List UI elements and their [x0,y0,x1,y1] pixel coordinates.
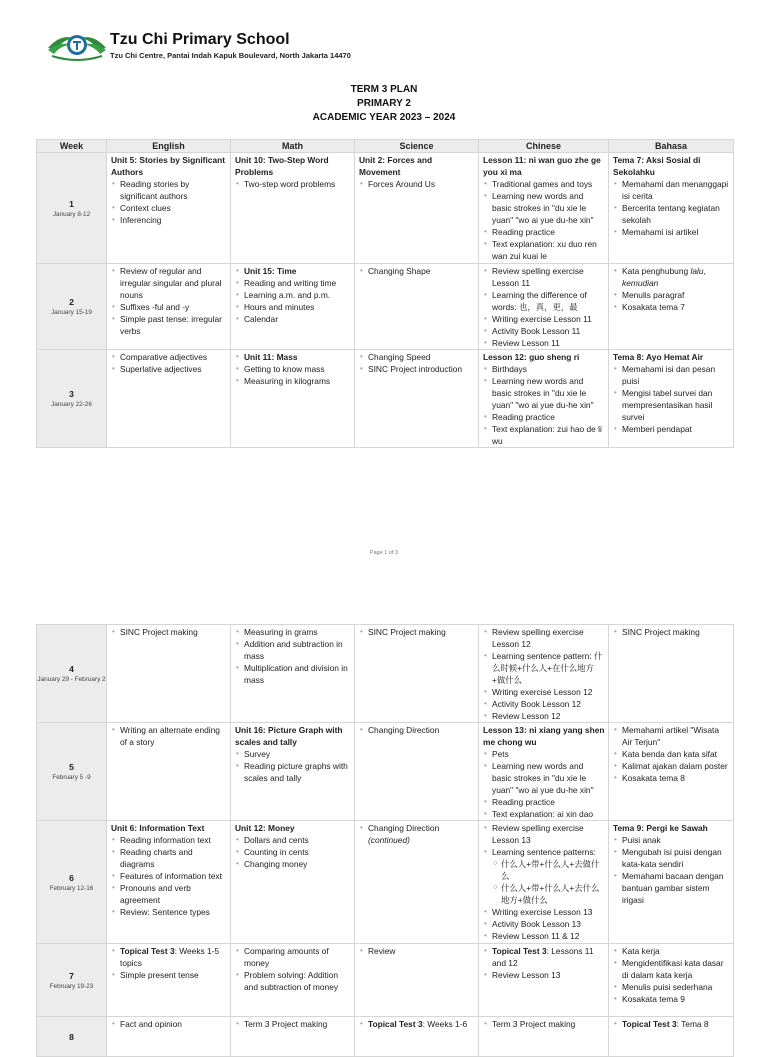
cell-science [355,350,479,448]
table-row [37,264,734,350]
list-item: • Review: Sentence types [111,906,227,918]
week-cell [37,821,107,944]
week-cell [37,723,107,821]
list-item: • Review spelling exercise Lesson 13 [483,822,605,846]
test-scope: : Lessons 11 and 12 [492,946,594,968]
cell-science [355,1017,479,1057]
topic-list [359,822,475,834]
test-label: Topical Test 3 [492,946,547,956]
test-scope: : Weeks 1-5 topics [120,946,220,968]
cell-math [231,944,355,1017]
list-item: • Simple present tense [111,969,227,981]
cell-note: (continued) [368,835,410,845]
test-label: Topical Test 3 [120,946,175,956]
cell-math [231,264,355,350]
topic-list [483,265,605,349]
list-item: • Review of regular and irregular singular and plural nouns [111,265,227,301]
cell-math [231,821,355,944]
list-item: • Review Lesson 12 [483,710,605,722]
topic-list [235,834,351,870]
sub-list [492,858,605,906]
topic-list [613,626,730,638]
list-item: • Reading charts and diagrams [111,846,227,870]
cell-bahasa [609,1017,734,1057]
week-date: January 8-12 [52,210,91,218]
list-item: • Pronouns and verb agreement [111,882,227,906]
week-number: 5 [69,762,74,772]
table-row [37,625,734,723]
test-scope: : Tema 8 [676,1019,709,1029]
list-item: • Learning new words and basic strokes in "du xie le yuan" "wo ai yue du-he xin" [483,760,605,796]
table-row [37,821,734,944]
list-item: • Learning new words and basic strokes in "du xie le yuan" "wo ai yue du-he xin" [483,190,605,226]
week-cell [37,264,107,350]
list-item: • Getting to know mass [235,363,351,375]
topic-list [613,834,730,906]
unit-title: Tema 9: Pergi ke Sawah [613,823,708,833]
week-cell [37,350,107,448]
topic-list [613,363,730,435]
topic-list [235,265,351,325]
topic-list [359,945,475,957]
topic-list [111,351,227,375]
topic-list [483,363,605,447]
topic-list [235,1018,351,1030]
topic-list [613,265,730,313]
cell-english [107,625,231,723]
list-item: • Kosakata tema 7 [613,301,730,313]
list-item: • Menulis paragraf [613,289,730,301]
list-item: • Writing exercise Lesson 13 [483,906,605,918]
list-item: • Menulis puisi sederhana [613,981,730,993]
list-item: • Mengidentifikasi kata dasar di dalam kata kerja [613,957,730,981]
list-item: • Dollars and cents [235,834,351,846]
week-date: February 12-16 [49,884,94,892]
unit-title: Lesson 12: guo sheng ri [483,352,580,362]
week-date: February 19-23 [49,982,94,990]
list-item: • Kosakata tema 9 [613,993,730,1005]
week-number: 6 [69,872,74,883]
list-item: • Review spelling exercise Lesson 12 [483,626,605,650]
list-item: • Kata penghubung lalu, kemudian [613,265,730,289]
week-number: 1 [69,198,74,209]
list-item: • Review Lesson 11 [483,337,605,349]
table-row [37,153,734,264]
list-item: • Memahami artikel "Wisata Air Terjun" [613,724,730,748]
cell-bahasa [609,944,734,1017]
list-item [359,1018,475,1030]
list-item [235,265,351,277]
list-item: • Writing exercise Lesson 11 [483,313,605,325]
cell-chinese [479,153,609,264]
list-item: • Memahami bacaan dengan bantuan gambar sistem irigasi [613,870,730,906]
topic-list [235,748,351,784]
header [46,26,546,66]
cell-science [355,723,479,821]
list-item: • Learning new words and basic strokes in "du xie le yuan" "wo ai yue du-he xin" [483,375,605,411]
list-item: • Pets [483,748,605,760]
week-date: January 22-26 [51,401,92,408]
table-row [37,350,734,448]
list-item: • Inferencing [111,214,227,226]
topic-list [359,178,475,190]
doc-title-year: ACADEMIC YEAR 2023 – 2024 [312,112,456,123]
week-cell [37,1017,107,1057]
unit-title: Tema 7: Aksi Sosial di Sekolahku [613,155,701,177]
list-item: • Kosakata tema 8 [613,772,730,784]
list-item: • Learning sentence patterns: ○ 什么人+带+什么人+去做什么 ○ 什么人+带+什么人+去什么地方+做什么 [483,846,605,906]
cell-math [231,625,355,723]
list-item: • Changing Speed [359,351,475,363]
list-item: • Writing an alternate ending of a story [111,724,227,748]
unit-title: Unit 16: Picture Graph with scales and tally [235,725,343,747]
topic-list [235,351,351,387]
list-item: • Memahami isi artikel [613,226,730,238]
list-item: • SINC Project making [359,626,475,638]
topic-list [235,945,351,993]
list-item: • Suffixes -ful and -y [111,301,227,313]
cell-science [355,944,479,1017]
plan-table-page1 [36,139,734,448]
list-item: • Simple past tense: irregular verbs [111,313,227,337]
list-item: • Fact and opinion [111,1018,227,1030]
topic-list [483,178,605,262]
week-cell [37,944,107,1017]
cell-chinese [479,821,609,944]
list-item [613,1018,730,1030]
doc-title-grade: PRIMARY 2 [357,98,411,109]
week-number: 3 [69,389,74,399]
list-item: • Bercerita tentang kegiatan sekolah [613,202,730,226]
unit-title: Unit 6: Information Text [111,823,205,833]
cell-bahasa [609,264,734,350]
table-row [37,944,734,1017]
column-header-science: Science [355,140,479,153]
cell-chinese [479,350,609,448]
list-item: • Reading practice [483,226,605,238]
cell-english [107,350,231,448]
list-item: • Survey [235,748,351,760]
test-label: Topical Test 3 [622,1019,677,1029]
list-item: • Reading stories by significant authors [111,178,227,202]
topic-list [111,265,227,337]
list-item: • Mengisi tabel survei dan mempresentasikan hasil survei [613,387,730,423]
list-item: • Memahami isi dan pesan puisi [613,363,730,387]
list-item: • Changing money [235,858,351,870]
list-item: • Mengubah isi puisi dengan kata-kata sendiri [613,846,730,870]
topic-list [613,945,730,1005]
list-item: • Changing Direction [359,724,475,736]
cell-chinese [479,723,609,821]
list-item: • Changing Shape [359,265,475,277]
list-item: • Review spelling exercise Lesson 11 [483,265,605,289]
list-item: • Activity Book Lesson 12 [483,698,605,710]
unit-title: Unit 12: Money [235,823,295,833]
list-item: • Kata benda dan kata sifat [613,748,730,760]
week-number: 2 [69,297,74,307]
list-item: • Term 3 Project making [235,1018,351,1030]
list-item: • Counting in cents [235,846,351,858]
list-item: • Measuring in kilograms [235,375,351,387]
week-cell [37,153,107,264]
list-item: • Changing Direction [359,822,475,834]
topic-list [483,626,605,722]
cell-english [107,944,231,1017]
list-item: • Kalimat ajakan dalam poster [613,760,730,772]
list-item: • Kata kerja [613,945,730,957]
topic-list [359,265,475,277]
list-item: • Measuring in grams [235,626,351,638]
list-item: • Reading practice [483,411,605,423]
week-number: 8 [69,1031,74,1042]
week-cell [37,625,107,723]
list-item: • Review [359,945,475,957]
list-item: • Learning sentence pattern: 什么时候+什么人+在什么地方+做什么 [483,650,605,686]
unit-title: Lesson 13: ni xiang yang shen me chong wu [483,725,605,747]
cell-math [231,350,355,448]
list-item [235,351,351,363]
school-address: Tzu Chi Centre, Pantai Indah Kapuk Boulevard, North Jakarta 14470 [110,51,351,60]
table-row [37,1017,734,1057]
topic-list [235,626,351,686]
column-header-chinese: Chinese [479,140,609,153]
cell-science [355,264,479,350]
cell-english [107,1017,231,1057]
topic-list [111,724,227,748]
cell-chinese [479,944,609,1017]
column-header-english: English [107,140,231,153]
cell-chinese [479,264,609,350]
cell-math [231,153,355,264]
topic-list [359,626,475,638]
cell-science [355,153,479,264]
topic-list [111,834,227,918]
cell-science [355,821,479,944]
list-item: • Addition and subtraction in mass [235,638,351,662]
unit-title: Unit 5: Stories by Significant Authors [111,155,226,177]
list-item: • Review Lesson 13 [483,969,605,981]
topic-list [111,945,227,981]
topic-list [359,351,475,375]
unit-title: Unit 10: Two-Step Word Problems [235,155,329,177]
list-item: • Reading practice [483,796,605,808]
list-item: • Learning a.m. and p.m. [235,289,351,301]
list-item: • SINC Project introduction [359,363,475,375]
topic-list [483,822,605,942]
test-label: Topical Test 3 [368,1019,423,1029]
list-item: • Writing exercise Lesson 12 [483,686,605,698]
week-number: 7 [69,970,74,981]
unit-title: Unit 11: Mass [244,352,298,362]
list-item: • SINC Project making [111,626,227,638]
topic-list [483,748,605,820]
topic-list [111,1018,227,1030]
topic-list [359,724,475,736]
list-item: • Memahami dan menanggapi isi cerita [613,178,730,202]
cell-chinese [479,625,609,723]
cell-math [231,723,355,821]
list-item: • Text explanation: zui hao de li wu [483,423,605,447]
list-item: • Traditional games and toys [483,178,605,190]
cell-english [107,723,231,821]
list-item: • Two-step word problems [235,178,351,190]
unit-title: Unit 2: Forces and Movement [359,155,433,177]
table-header-row [37,140,734,153]
table-row [37,723,734,821]
list-item [483,945,605,969]
list-item: • Forces Around Us [359,178,475,190]
list-item: • Puisi anak [613,834,730,846]
list-item: • Reading information text [111,834,227,846]
list-item: • Hours and minutes [235,301,351,313]
week-date: January 15-19 [51,309,92,316]
topic-list [235,178,351,190]
sub-list-item: ○ 什么人+带+什么人+去什么地方+做什么 [492,882,605,906]
doc-title-term: TERM 3 PLAN [350,84,418,95]
school-name: Tzu Chi Primary School [110,31,290,48]
cell-english [107,153,231,264]
list-item: • Calendar [235,313,351,325]
cell-math [231,1017,355,1057]
plan-table-page2 [36,624,734,1057]
unit-title: Unit 15: Time [244,266,297,276]
cell-bahasa [609,821,734,944]
list-item: • Context clues [111,202,227,214]
cell-bahasa [609,350,734,448]
cell-english [107,821,231,944]
list-item [111,945,227,969]
topic-list [483,945,605,981]
list-item: • Problem solving: Addition and subtraction of money [235,969,351,993]
test-scope: : Weeks 1-6 [422,1019,468,1029]
list-item: • Comparative adjectives [111,351,227,363]
page-number: Page 1 of 3 [369,550,399,556]
column-header-math: Math [231,140,355,153]
list-item: • Comparing amounts of money [235,945,351,969]
list-item: • Review Lesson 11 & 12 [483,930,605,942]
week-number: 4 [69,664,74,674]
unit-title: Lesson 11: ni wan guo zhe ge you xi ma [483,155,601,177]
column-header-bahasa: Bahasa [609,140,734,153]
list-item: • Term 3 Project making [483,1018,605,1030]
topic-list [613,1018,730,1030]
list-item: • Superlative adjectives [111,363,227,375]
list-item: • Birthdays [483,363,605,375]
list-item: • Reading picture graphs with scales and tally [235,760,351,784]
unit-title: Tema 8: Ayo Hemat Air [613,352,704,362]
list-item: • SINC Project making [613,626,730,638]
topic-list [613,724,730,784]
cell-english [107,264,231,350]
list-item: • Activity Book Lesson 13 [483,918,605,930]
cell-bahasa [609,625,734,723]
list-item: • Text explanation: xu duo ren wan zui kuai le [483,238,605,262]
week-date: January 29 - February 2 [37,676,106,683]
column-header-week: Week [37,140,107,153]
topic-list [613,178,730,238]
cell-bahasa [609,723,734,821]
list-item: • Text explanation: ai xin dao [483,808,605,820]
list-item: • Reading and writing time [235,277,351,289]
list-item: • Learning the difference of words: 也，真，更，最 [483,289,605,313]
week-date: February 5 -9 [52,774,91,781]
topic-list [483,1018,605,1030]
topic-list [111,626,227,638]
cell-bahasa [609,153,734,264]
topic-list [359,1018,475,1030]
list-item: • Features of information text [111,870,227,882]
list-item: • Memberi pendapat [613,423,730,435]
sub-list-item: ○ 什么人+带+什么人+去做什么 [492,858,605,882]
list-item: • Activity Book Lesson 11 [483,325,605,337]
cell-science [355,625,479,723]
list-item: • Multiplication and division in mass [235,662,351,686]
cell-chinese [479,1017,609,1057]
school-logo-icon [46,28,108,62]
topic-list [111,178,227,226]
